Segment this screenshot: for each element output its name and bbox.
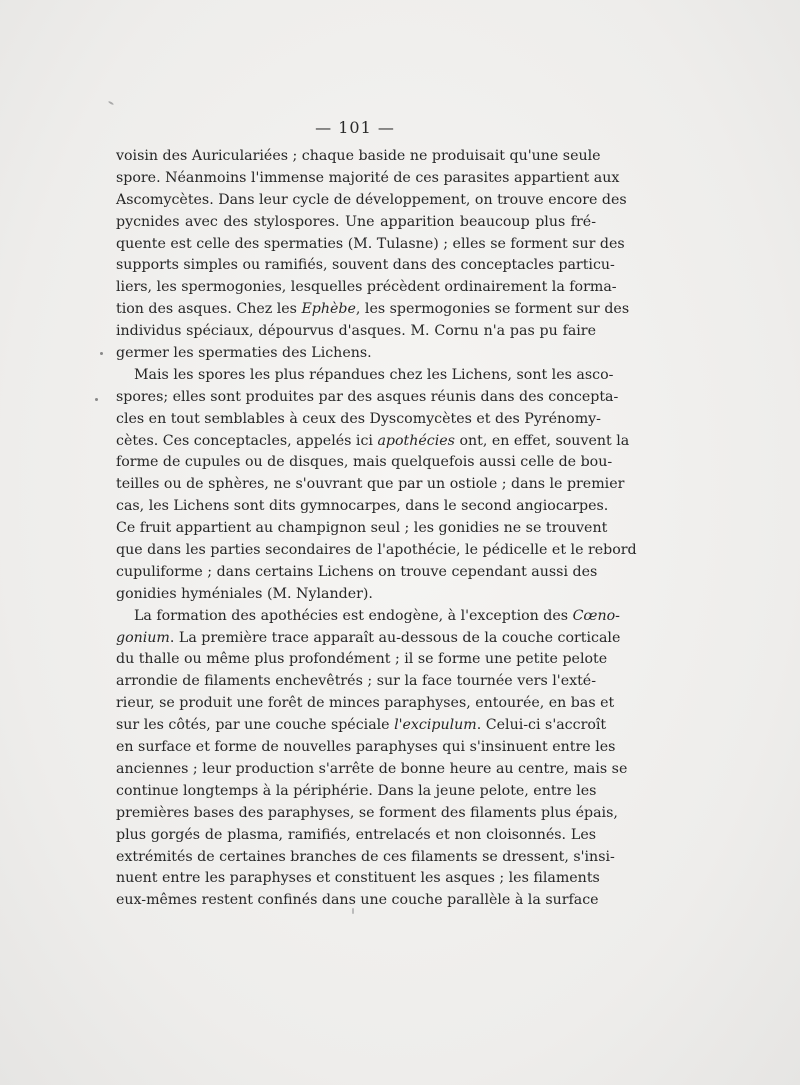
scan-speck (108, 101, 114, 106)
text-line: forme de cupules ou de disques, mais quelquefois aussi celle de bou- (116, 454, 613, 471)
text-line: tion des asques. Chez les Ephèbe, les spermogonies se forment sur des (116, 301, 630, 318)
paragraph-3 (116, 606, 628, 912)
text-line: anciennes ; leur production s'arrête de bonne heure au centre, mais se (116, 760, 628, 777)
text-line: sur les côtés, par une couche spéciale l'excipulum. Celui-ci s'accroît (116, 717, 607, 734)
text-line: Mais les spores les plus répandues chez les Lichens, sont les asco- (134, 366, 614, 383)
text-line: germer les spermaties des Lichens. (116, 345, 372, 362)
text-line: cètes. Ces conceptacles, appelés ici apothécies ont, en effet, souvent la (116, 432, 630, 449)
body-text (116, 146, 637, 912)
text-line: plus gorgés de plasma, ramifiés, entrelacés et non cloisonnés. Les (116, 826, 596, 843)
scan-speck (352, 908, 354, 914)
scan-speck (95, 398, 98, 401)
page-number: — 101 — (315, 118, 395, 137)
text-line: du thalle ou même plus profondément ; il se forme une petite pelote (116, 651, 608, 668)
text-line: gonium. La première trace apparaît au-dessous de la couche corticale (116, 629, 621, 646)
text-line: que dans les parties secondaires de l'apothécie, le pédicelle et le rebord (116, 542, 637, 559)
paragraph-1 (116, 146, 630, 365)
text-line: individus spéciaux, dépourvus d'asques. M. Cornu n'a pas pu faire (116, 323, 596, 340)
text-line: continue longtemps à la périphérie. Dans la jeune pelote, entre les (116, 782, 597, 799)
italic-term: Ephèbe (301, 301, 356, 318)
text-line: voisin des Auriculariées ; chaque baside ne produisait qu'une seule (116, 148, 601, 164)
paragraph-2 (116, 365, 637, 606)
text-line: supports simples ou ramifiés, souvent dans des conceptacles particu- (116, 257, 615, 274)
text-line: eux-mêmes restent confinés dans une couche parallèle à la surface (116, 892, 599, 909)
text-line: en surface et forme de nouvelles paraphyses qui s'insinuent entre les (116, 739, 616, 756)
text-line: premières bases des paraphyses, se forment des filaments plus épais, (116, 804, 618, 821)
text-line: cles en tout semblables à ceux des Dyscomycètes et des Pyrénomy- (116, 410, 601, 427)
italic-term: apothécies (377, 432, 455, 449)
text-line: quente est celle des spermaties (M. Tulasne) ; elles se forment sur des (116, 235, 625, 252)
text-line: nuent entre les paraphyses et constituent les asques ; les filaments (116, 870, 600, 887)
italic-term: Cœno- (572, 607, 620, 624)
text-line: extrémités de certaines branches de ces filaments se dressent, s'insi- (116, 848, 615, 865)
text-line: La formation des apothécies est endogène, à l'exception des Cœno- (134, 607, 620, 624)
text-line: Ascomycètes. Dans leur cycle de développement, on trouve encore des (116, 191, 627, 208)
text-line: cupuliforme ; dans certains Lichens on trouve cependant aussi des (116, 563, 598, 580)
text-line: cas, les Lichens sont dits gymnocarpes, dans le second angiocarpes. (116, 498, 609, 515)
italic-term: gonium (116, 629, 170, 646)
text-line: Ce fruit appartient au champignon seul ; les gonidies ne se trouvent (116, 520, 608, 537)
text-line: arrondie de filaments enchevêtrés ; sur la face tournée vers l'exté- (116, 673, 596, 690)
scan-speck (100, 352, 103, 355)
text-line: liers, les spermogonies, lesquelles précèdent ordinairement la forma- (116, 279, 617, 296)
italic-term: l'excipulum (394, 717, 477, 734)
text-line: gonidies hyméniales (M. Nylander). (116, 585, 373, 602)
text-line: pycnides avec des stylospores. Une apparition beaucoup plus fré- (116, 213, 596, 230)
text-line: spores; elles sont produites par des asques réunis dans des concepta- (116, 388, 619, 405)
text-line: spore. Néanmoins l'immense majorité de ces parasites appartient aux (116, 169, 620, 186)
text-line: teilles ou de sphères, ne s'ouvrant que par un ostiole ; dans le premier (116, 476, 625, 493)
text-line: rieur, se produit une forêt de minces paraphyses, entourée, en bas et (116, 695, 615, 712)
